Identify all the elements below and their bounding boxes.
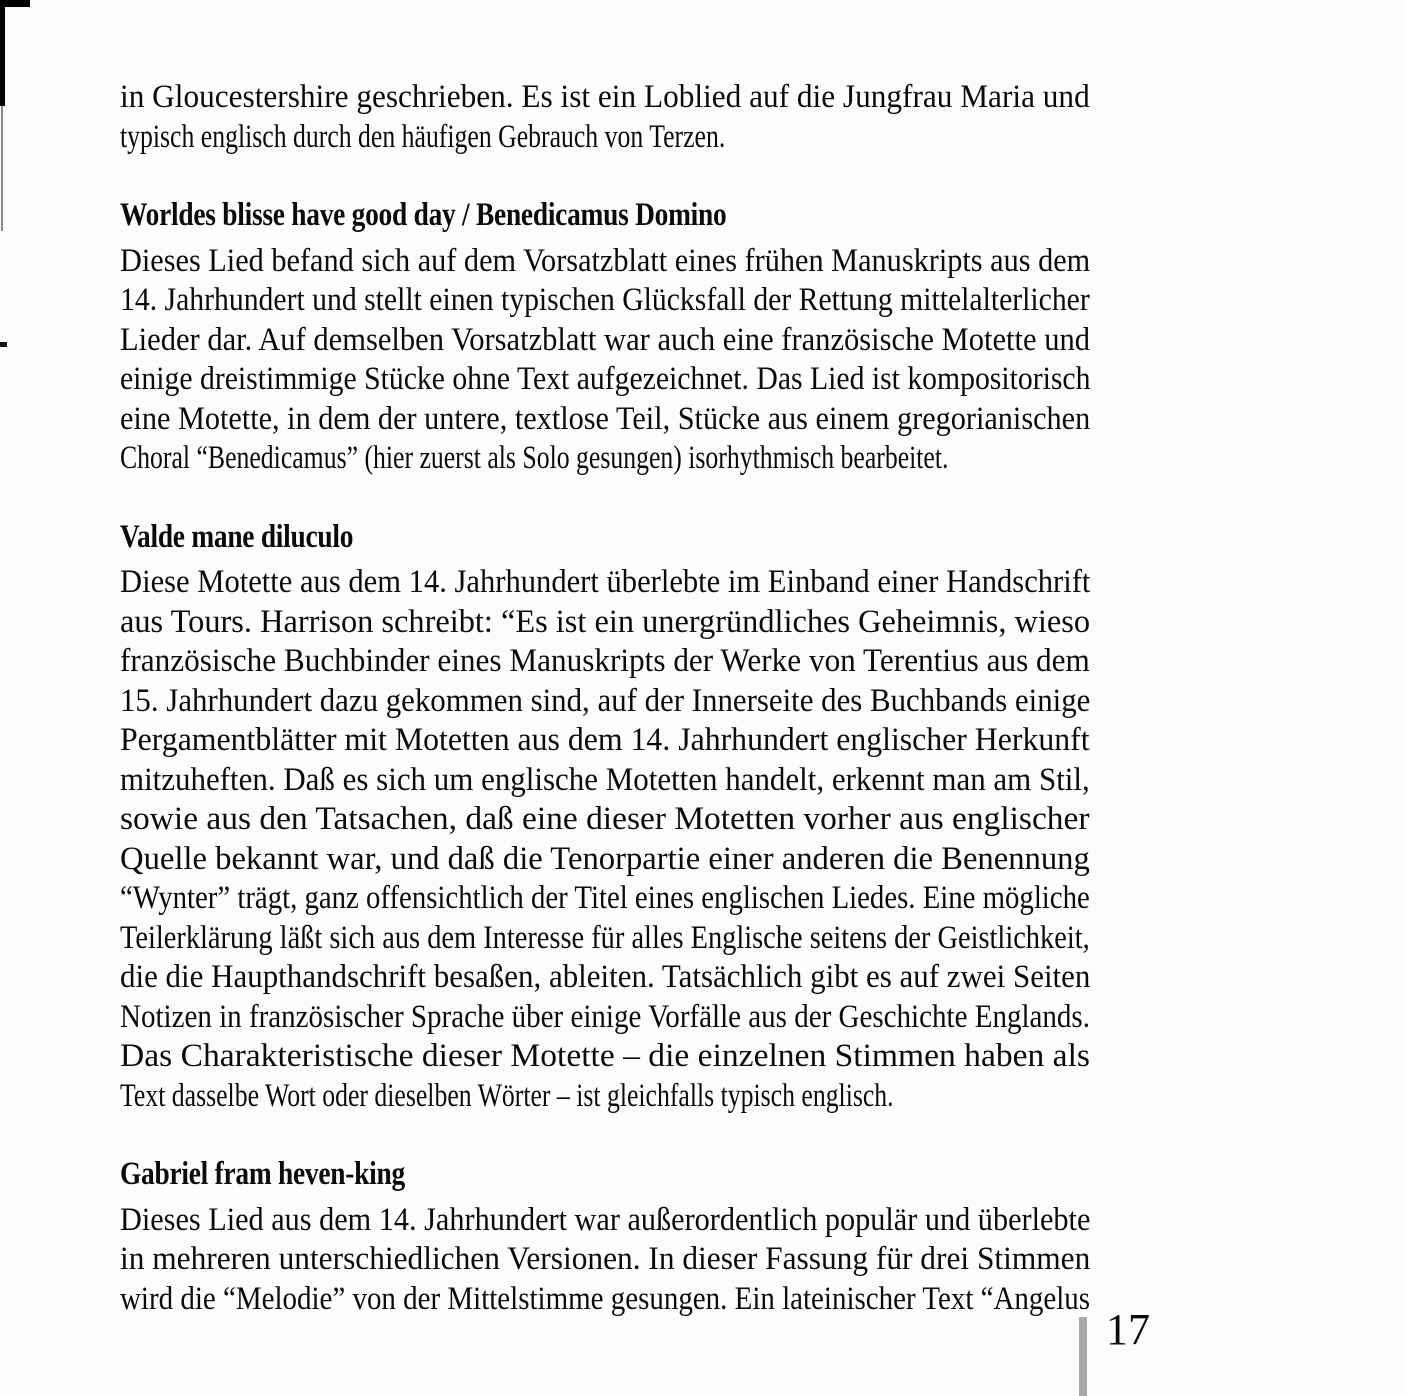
text-line	[120, 642, 1090, 682]
text-line-content: mitzuheften. Daß es sich um englische Motetten handelt, erkennt man am Stil,	[120, 761, 1090, 798]
text-line-content: Text dasselbe Wort oder dieselben Wörter – ist gleichfalls typisch englisch.	[120, 1077, 894, 1114]
text-line-content: sowie aus den Tatsachen, daß eine dieser Motetten vorher aus englischer	[120, 801, 1090, 837]
text-line	[120, 1077, 1090, 1117]
text-line-content: Das Charakteristische dieser Motette – die einzelnen Stimmen haben als	[120, 1038, 1090, 1074]
text-line-content: Pergamentblätter mit Motetten aus dem 14. Jahrhundert englischer Herkunft	[120, 722, 1090, 758]
text-line-content: 15. Jahrhundert dazu gekommen sind, auf der Innerseite des Buchbands einige	[120, 682, 1091, 719]
text-line	[120, 1280, 1090, 1320]
section-heading-text: Gabriel fram heven-king	[120, 1156, 405, 1192]
text-line-content: aus Tours. Harrison schreibt: “Es ist ein unergründliches Geheimnis, wieso	[120, 603, 1091, 640]
text-line	[120, 563, 1090, 603]
text-line	[120, 721, 1090, 761]
section-heading	[120, 196, 1090, 236]
text-line-content: einige dreistimmige Stücke ohne Text aufgezeichnet. Das Lied ist kompositorisch	[120, 361, 1091, 397]
text-line	[120, 1037, 1090, 1077]
text-line	[120, 118, 1090, 158]
text-line	[120, 761, 1090, 801]
paragraph	[120, 563, 1090, 1116]
page-number: 17	[1106, 1305, 1150, 1354]
section-heading-text: Valde mane diluculo	[120, 518, 354, 555]
text-line-content: Choral “Benedicamus” (hier zuerst als Solo gesungen) isorhythmisch bearbeitet.	[120, 440, 949, 476]
text-line	[120, 879, 1090, 919]
text-line	[120, 840, 1090, 880]
text-line-content: “Wynter” trägt, ganz offensichtlich der Titel eines englischen Liedes. Eine mögliche	[120, 880, 1090, 916]
text-line	[120, 682, 1090, 722]
text-line	[120, 1201, 1090, 1241]
text-line-content: wird die “Melodie” von der Mittelstimme gesungen. Ein lateinischer Text “Angelus	[120, 1280, 1091, 1317]
text-line-content: eine Motette, in dem der untere, textlose Teil, Stücke aus einem gregorianischen	[120, 400, 1091, 437]
paragraph	[120, 78, 1090, 157]
text-line-content: Dieses Lied aus dem 14. Jahrhundert war außerordentlich populär und überlebte	[120, 1201, 1091, 1238]
section-heading	[120, 518, 1090, 558]
text-line-content: französische Buchbinder eines Manuskripts der Werke von Terentius aus dem	[120, 643, 1090, 679]
text-line-content: 14. Jahrhundert und stellt einen typischen Glücksfall der Rettung mittelalterlicher	[120, 282, 1090, 318]
text-line-content: typisch englisch durch den häufigen Gebrauch von Terzen.	[120, 118, 726, 155]
text-line-content: die die Haupthandschrift besaßen, ableiten. Tatsächlich gibt es auf zwei Seiten	[120, 959, 1091, 995]
text-line	[120, 360, 1090, 400]
text-line	[120, 800, 1090, 840]
text-line	[120, 998, 1090, 1038]
text-line	[120, 603, 1090, 643]
text-line-content: Quelle bekannt war, und daß die Tenorpartie einer anderen die Benennung	[120, 840, 1090, 877]
page-content	[120, 78, 1090, 1319]
text-line-content: Dieses Lied befand sich auf dem Vorsatzblatt eines frühen Manuskripts aus dem	[120, 242, 1091, 279]
text-line-content: in mehreren unterschiedlichen Versionen. In dieser Fassung für drei Stimmen	[120, 1241, 1091, 1277]
text-line-content: Notizen in französischer Sprache über einige Vorfälle aus der Geschichte Englands.	[120, 998, 1090, 1035]
text-line	[120, 321, 1090, 361]
section-heading-text: Worldes blisse have good day / Benedicamus Domino	[120, 197, 727, 233]
text-line	[120, 281, 1090, 321]
scan-artifact-corner-left-faint	[1, 106, 3, 231]
text-line	[120, 958, 1090, 998]
text-line	[120, 1240, 1090, 1280]
text-line	[120, 242, 1090, 282]
text-line	[120, 400, 1090, 440]
text-line-content: in Gloucestershire geschrieben. Es ist ein Loblied auf die Jungfrau Maria und	[120, 79, 1090, 115]
scan-artifact-edge-tick	[0, 342, 7, 347]
paragraph	[120, 1201, 1090, 1320]
text-line-content: Teilerklärung läßt sich aus dem Interesse für alles Englische seitens der Geistlichkeit,	[120, 919, 1090, 956]
paragraph	[120, 242, 1090, 479]
scan-artifact-corner-left	[0, 0, 5, 106]
text-line	[120, 78, 1090, 118]
text-line	[120, 439, 1090, 479]
section-heading	[120, 1155, 1090, 1195]
text-line	[120, 919, 1090, 959]
page-number-divider	[1079, 1317, 1087, 1396]
text-line-content: Diese Motette aus dem 14. Jahrhundert überlebte im Einband einer Handschrift	[120, 564, 1091, 600]
text-line-content: Lieder dar. Auf demselben Vorsatzblatt war auch eine französische Motette und	[120, 321, 1091, 358]
